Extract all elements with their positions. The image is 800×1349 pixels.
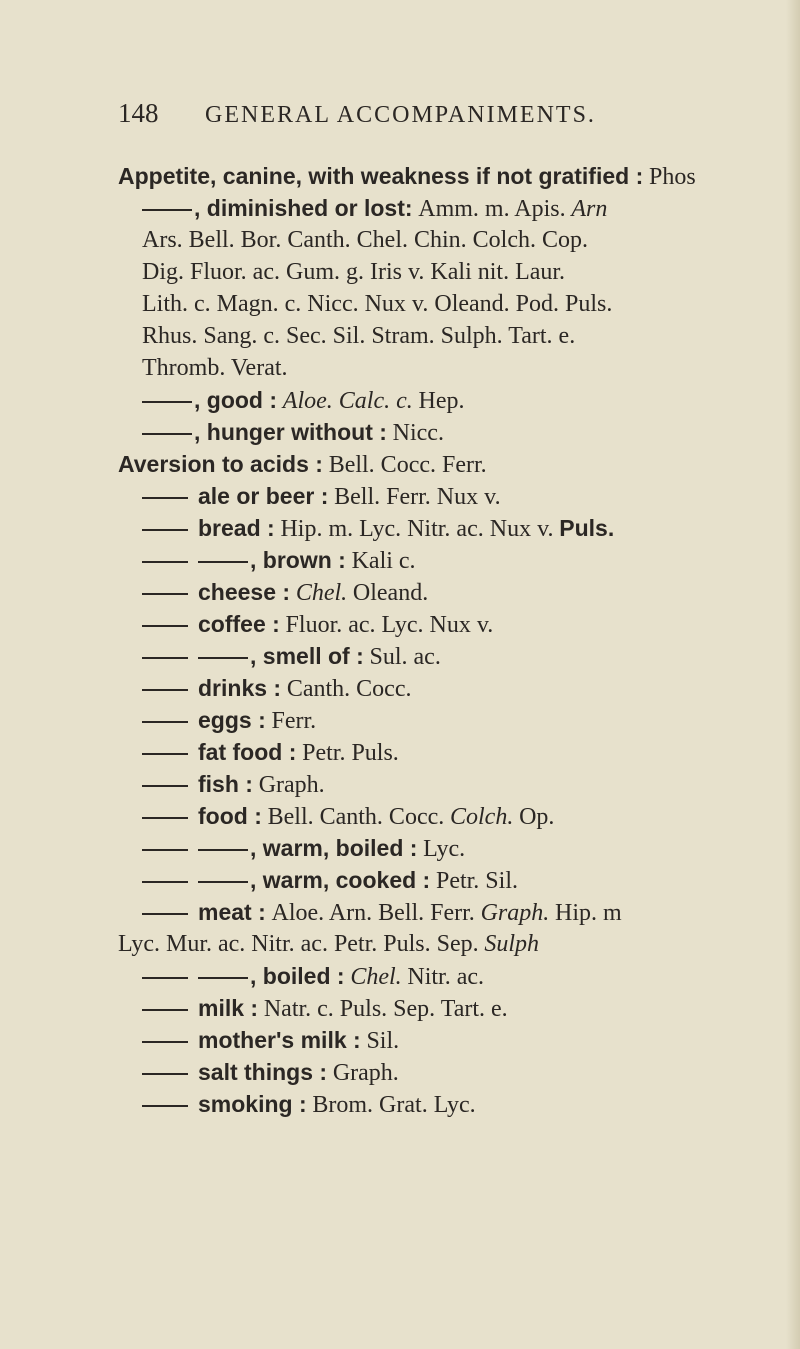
entry-remedies-italic: Chel. xyxy=(350,964,402,990)
entry-remedies-italic: Arn xyxy=(571,196,608,222)
entry-line xyxy=(142,960,484,992)
entry-remedies: Phos xyxy=(649,164,696,190)
entry-term: bread : xyxy=(198,515,275,541)
entry-remedies: Bell. Canth. Cocc. xyxy=(267,804,445,830)
entry-remedies-italic: Graph. xyxy=(480,900,550,926)
page-number: 148 xyxy=(118,98,159,128)
dash-rule xyxy=(142,1009,188,1011)
entry-remedies: Op. xyxy=(519,804,555,830)
entry-line xyxy=(118,160,696,192)
entry-line xyxy=(142,384,464,416)
entry-line xyxy=(142,576,428,608)
entry-line xyxy=(142,768,325,800)
entry-remedies: Bell. Ferr. Nux v. xyxy=(334,484,501,510)
entry-line xyxy=(142,800,554,832)
dash-rule xyxy=(198,849,248,851)
entry-remedies: Petr. Puls. xyxy=(302,740,399,766)
dash-rule xyxy=(142,753,188,755)
entry-line xyxy=(142,640,441,672)
entry-remedies: Lyc. xyxy=(423,836,466,862)
entry-line-continued xyxy=(118,928,539,960)
entry-line-continued xyxy=(142,256,565,288)
entry-term: , boiled : xyxy=(250,963,345,989)
entry-remedies: Oleand. xyxy=(352,580,429,606)
entry-remedies: Graph. xyxy=(332,1060,399,1086)
entry-term: fish : xyxy=(198,771,253,797)
entry-term: , diminished or lost: xyxy=(194,195,413,221)
entry-term: smoking : xyxy=(198,1091,307,1117)
entry-remedies: Nitr. ac. xyxy=(407,964,485,990)
entry-line xyxy=(142,832,465,864)
entry-term: Aversion to acids : xyxy=(118,451,323,477)
dash-rule xyxy=(142,657,188,659)
entry-term: , smell of : xyxy=(250,643,364,669)
entry-line-continued xyxy=(142,288,612,320)
entry-term: mother's milk : xyxy=(198,1027,361,1053)
entry-term: drinks : xyxy=(198,675,282,701)
entry-line xyxy=(142,896,622,928)
dash-rule xyxy=(198,881,248,883)
entry-line-continued xyxy=(142,224,588,256)
entry-term: , good : xyxy=(194,387,278,413)
entry-remedies: Aloe. Arn. Bell. Ferr. xyxy=(271,900,475,926)
entry-line xyxy=(142,1088,476,1120)
entry-remedies: Amm. m. Apis. xyxy=(418,196,566,222)
dash-rule xyxy=(142,689,188,691)
entry-line xyxy=(142,1024,399,1056)
entry-remedies: Sil. xyxy=(366,1028,400,1054)
entry-term: coffee : xyxy=(198,611,280,637)
entry-line-continued xyxy=(142,320,575,352)
dash-rule xyxy=(142,593,188,595)
dash-rule xyxy=(142,977,188,979)
dash-rule xyxy=(142,849,188,851)
entry-term: , warm, cooked : xyxy=(250,867,431,893)
entry-term: , hunger without : xyxy=(194,419,387,445)
entry-line xyxy=(142,1056,399,1088)
entry-term: eggs : xyxy=(198,707,266,733)
entry-remedies: Brom. Grat. Lyc. xyxy=(312,1092,476,1118)
entry-term: meat : xyxy=(198,899,266,925)
entry-remedies: Lith. c. Magn. c. Nicc. Nux v. Oleand. Pod. Puls. xyxy=(142,291,613,317)
dash-rule xyxy=(142,785,188,787)
entry-remedies: Canth. Cocc. xyxy=(286,676,412,702)
dash-rule xyxy=(142,625,188,627)
dash-rule xyxy=(198,657,248,659)
dash-rule xyxy=(142,1041,188,1043)
entry-line xyxy=(142,992,508,1024)
entry-term: cheese : xyxy=(198,579,291,605)
dash-rule xyxy=(142,817,188,819)
entry-line xyxy=(142,608,493,640)
running-title: GENERAL ACCOMPANIMENTS. xyxy=(205,102,596,128)
entry-term: food : xyxy=(198,803,262,829)
dash-rule xyxy=(142,497,188,499)
entry-line xyxy=(118,448,487,480)
entry-line xyxy=(142,544,416,576)
entry-remedies: Natr. c. Puls. Sep. Tart. e. xyxy=(263,996,508,1022)
entry-term: ale or beer : xyxy=(198,483,329,509)
entry-term: , brown : xyxy=(250,547,346,573)
entry-term: Appetite, canine, with weakness if not gratified : xyxy=(118,163,644,189)
entry-remedies: Ars. Bell. Bor. Canth. Chel. Chin. Colch. Cop. xyxy=(142,227,589,253)
entry-remedies: Fluor. ac. Lyc. Nux v. xyxy=(285,612,494,638)
entry-remedies: Lyc. Mur. ac. Nitr. ac. Petr. Puls. Sep. xyxy=(118,931,479,957)
entry-line-continued xyxy=(142,352,288,384)
dash-rule xyxy=(142,209,192,211)
page-edge-shadow xyxy=(786,0,800,1349)
entry-line xyxy=(142,416,444,448)
dash-rule xyxy=(142,913,188,915)
entry-remedies: Thromb. Verat. xyxy=(142,355,288,381)
entry-remedies-italic: Sulph xyxy=(484,931,540,957)
entry-remedies-italic: Aloe. Calc. c. xyxy=(282,388,413,414)
entry-remedies: Hip. m xyxy=(554,900,622,926)
entry-line xyxy=(142,864,518,896)
dash-rule xyxy=(142,881,188,883)
entry-term: milk : xyxy=(198,995,259,1021)
dash-rule xyxy=(142,561,188,563)
dash-rule xyxy=(198,561,248,563)
entry-term: fat food : xyxy=(198,739,297,765)
entry-remedies-bold: Puls. xyxy=(559,515,615,541)
entry-line xyxy=(142,672,411,704)
entry-remedies: Nicc. xyxy=(392,420,444,446)
entry-line xyxy=(142,192,607,224)
entry-line xyxy=(142,704,316,736)
entry-remedies: Bell. Cocc. Ferr. xyxy=(328,452,487,478)
entry-remedies-italic: Colch. xyxy=(450,804,514,830)
entry-remedies: Hip. m. Lyc. Nitr. ac. Nux v. xyxy=(280,516,554,542)
dash-rule xyxy=(142,529,188,531)
page-header xyxy=(0,98,800,138)
entry-term: , warm, boiled : xyxy=(250,835,418,861)
entry-line xyxy=(142,512,614,544)
entry-line xyxy=(142,480,501,512)
entry-remedies: Kali c. xyxy=(351,548,416,574)
dash-rule xyxy=(142,1105,188,1107)
entry-remedies: Rhus. Sang. c. Sec. Sil. Stram. Sulph. Tart. e. xyxy=(142,323,576,349)
dash-rule xyxy=(142,433,192,435)
entry-remedies: Dig. Fluor. ac. Gum. g. Iris v. Kali nit. Laur. xyxy=(142,259,566,285)
entry-remedies: Graph. xyxy=(258,772,325,798)
entry-term: salt things : xyxy=(198,1059,328,1085)
dash-rule xyxy=(142,721,188,723)
entry-remedies-italic: Chel. xyxy=(295,580,348,606)
dash-rule xyxy=(142,1073,188,1075)
dash-rule xyxy=(198,977,248,979)
entry-remedies: Petr. Sil. xyxy=(435,868,518,894)
entry-remedies: Sul. ac. xyxy=(369,644,441,670)
entry-line xyxy=(142,736,399,768)
entry-remedies: Ferr. xyxy=(271,708,317,734)
entry-remedies: Hep. xyxy=(418,388,465,414)
dash-rule xyxy=(142,401,192,403)
